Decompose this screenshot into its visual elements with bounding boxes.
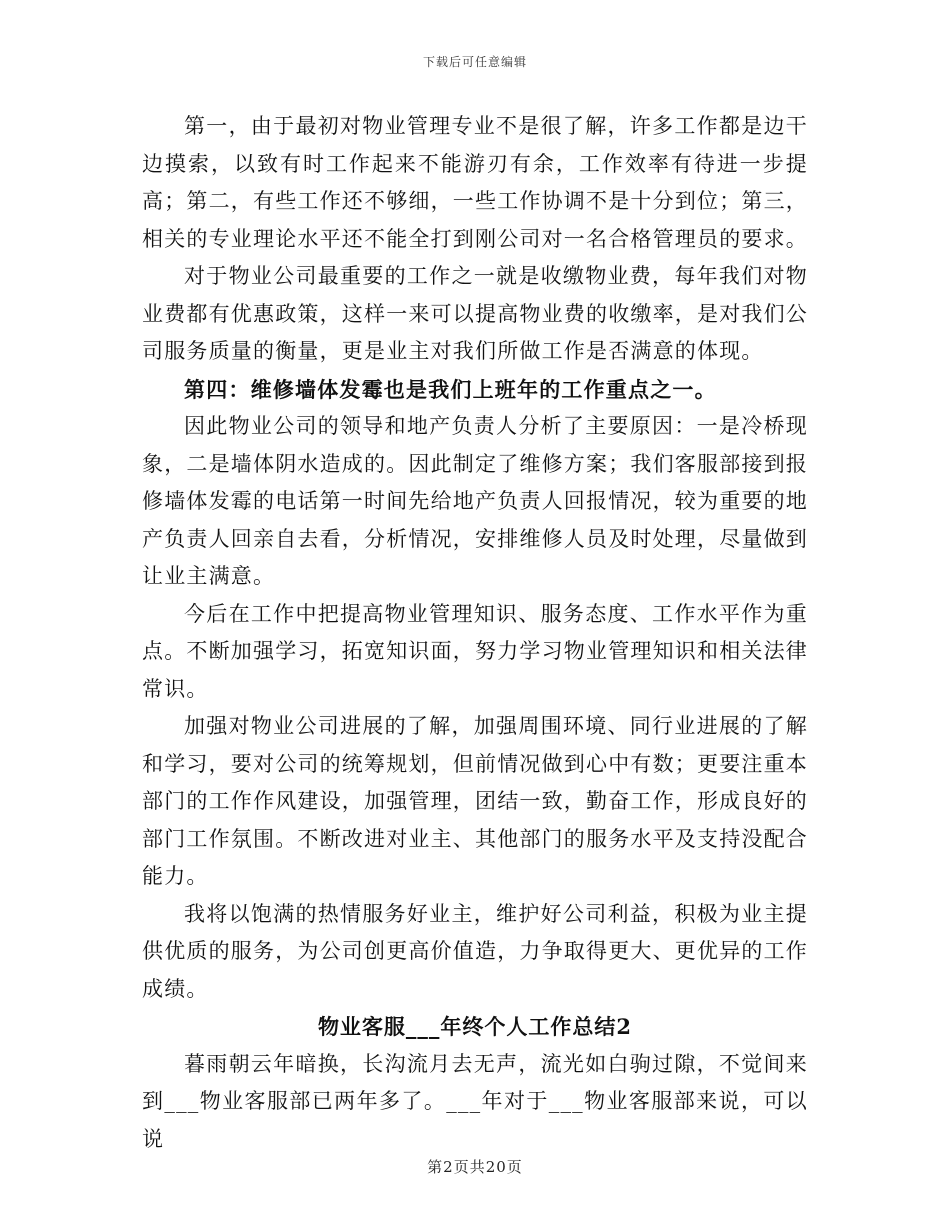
paragraph-3-emphasis: 第四：维修墙体发霉也是我们上班年的工作重点之一。 bbox=[184, 376, 717, 402]
section-heading: 物业客服___年终个人工作总结2 bbox=[317, 1014, 633, 1039]
paragraph-2: 对于物业公司最重要的工作之一就是收缴物业费，每年我们对物业费都有优惠政策，这样一来可以提高物业费的收缴率，是对我们公司服务质量的衡量，更是业主对我们所做工作是否满意的体现。 bbox=[142, 264, 808, 363]
paragraph-4: 因此物业公司的领导和地产负责人分析了主要原因：一是冷桥现象，二是墙体阴水造成的。因此制定了维修方案；我们客服部接到报修墙体发霉的电话第一时间先给地产负责人回报情况，较为重要的地产负责人回亲自去看，分析情况，安排维修人员及时处理，尽量做到让业主满意。 bbox=[142, 414, 808, 588]
paragraph-7: 我将以饱满的热情服务好业主，维护好公司利益，积极为业主提供优质的服务，为公司创更高价值造，力争取得更大、更优异的工作成绩。 bbox=[142, 901, 808, 1001]
paragraph-5: 今后在工作中把提高物业管理知识、服务态度、工作水平作为重点。不断加强学习，拓宽知识面，努力学习物业管理知识和相关法律常识。 bbox=[142, 601, 808, 701]
page-number: 第2页共20页 bbox=[427, 1158, 523, 1176]
section-paragraph-1: 暮雨朝云年暗换，长沟流月去无声，流光如白驹过隙，不觉间来到___物业客服部已两年多了。___年对于___物业客服部来说，可以说 bbox=[142, 1051, 808, 1151]
paragraph-6: 加强对物业公司进展的了解，加强周围环境、同行业进展的了解和学习，要对公司的统筹规划，但前情况做到心中有数；更要注重本部门的工作作风建设，加强管理，团结一致，勤奋工作，形成良好的部门工作氛围。不断改进对业主、其他部门的服务水平及支持没配合能力。 bbox=[142, 714, 808, 888]
paragraph-1: 第一，由于最初对物业管理专业不是很了解，许多工作都是边干边摸索，以致有时工作起来不能游刃有余，工作效率有待进一步提高；第二，有些工作还不够细，一些工作协调不是十分到位；第三，相关的专业理论水平还不能全打到刚公司对一名合格管理员的要求。 bbox=[142, 114, 808, 251]
header-note: 下载后可任意编辑 bbox=[422, 55, 527, 69]
document-body bbox=[142, 108, 808, 1158]
